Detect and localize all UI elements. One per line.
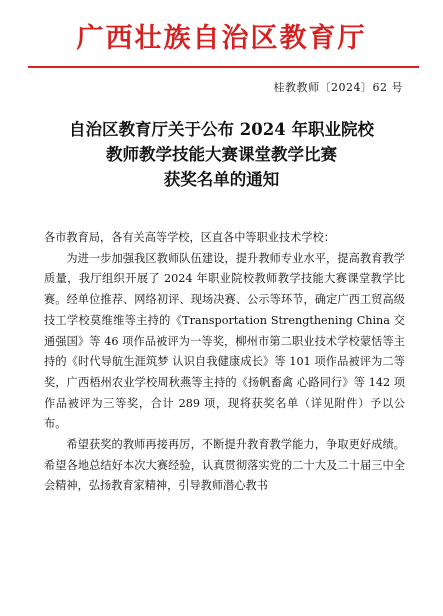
notice-title <box>24 117 419 192</box>
body-paragraph-1: 为进一步加强我区教师队伍建设，提升教师专业水平，提高教育教学质量，我厅组织开展了 2024 年职业院校教师教学技能大赛课堂教学比赛。经单位推荐、网络初评、现场决赛、公示等环节，确定广西工贸高级技工学校莫维维等主持的《Transportation Strengthening China 交通强国》等 46 项作品被评为一等奖，柳州市第二职业技术学校蒙恬等主持的《时代导航生涯筑梦 认识自我健康成长》等 101 项作品被评为二等奖，广西梧州农业学校周秋燕等主持的《扬帆畜禽 心路同行》等 142 项作品被评为三等奖，合计 289 项，现将获奖名单（详见附件）予以公布。 <box>44 251 405 431</box>
body-paragraph-2: 希望获奖的教师再接再厉，不断提升教育教学能力，争取更好成绩。希望各地总结好本次大赛经验，认真贯彻落实党的二十大及二十届三中全会精神，弘扬教育家精神，引导教师潜心教书 <box>44 438 405 493</box>
notice-title-line-2: 教师教学技能大赛课堂教学比赛 <box>106 145 337 164</box>
document-number: 桂教教师〔2024〕62 号 <box>273 81 403 94</box>
masthead-title: 广西壮族自治区教育厅 <box>76 23 367 54</box>
masthead-divider-rule <box>28 66 419 68</box>
notice-body <box>44 228 405 497</box>
notice-title-line-1: 自治区教育厅关于公布 2024 年职业院校 <box>69 120 374 139</box>
salutation: 各市教育局，各有关高等学校，区直各中等职业技术学校： <box>44 231 335 244</box>
notice-title-line-3: 获奖名单的通知 <box>163 170 280 189</box>
